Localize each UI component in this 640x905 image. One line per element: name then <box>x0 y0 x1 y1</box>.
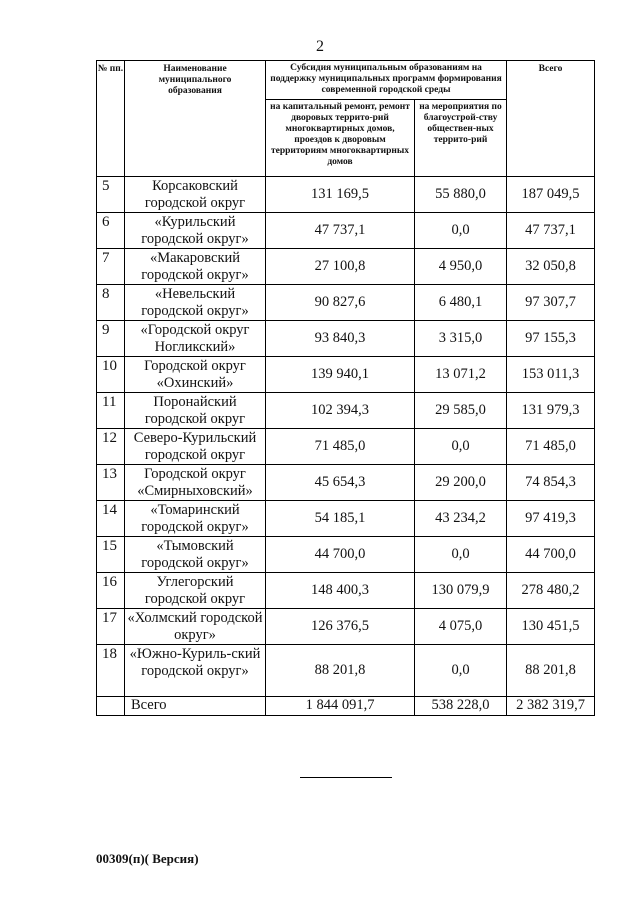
municipality-name: «Томаринский городской округ» <box>125 501 266 537</box>
row-number: 5 <box>97 177 125 213</box>
subsidy-repair-value: 102 394,3 <box>266 393 415 429</box>
subsidy-repair-value: 93 840,3 <box>266 321 415 357</box>
subsidy-public-value: 3 315,0 <box>415 321 507 357</box>
header-num: № пп. <box>97 61 125 177</box>
table-row <box>97 573 595 609</box>
row-total-value: 278 480,2 <box>507 573 595 609</box>
row-number: 9 <box>97 321 125 357</box>
row-total-value: 47 737,1 <box>507 213 595 249</box>
subsidy-repair-value: 148 400,3 <box>266 573 415 609</box>
table-row <box>97 213 595 249</box>
subsidy-repair-value: 47 737,1 <box>266 213 415 249</box>
subsidy-public-value: 0,0 <box>415 429 507 465</box>
table-row <box>97 177 595 213</box>
municipality-name: Городской округ «Смирныховский» <box>125 465 266 501</box>
row-number: 7 <box>97 249 125 285</box>
row-total-value: 32 050,8 <box>507 249 595 285</box>
table-row <box>97 501 595 537</box>
municipality-name: «Макаровский городской округ» <box>125 249 266 285</box>
row-number: 13 <box>97 465 125 501</box>
table-row <box>97 465 595 501</box>
municipality-name: Корсаковский городской округ <box>125 177 266 213</box>
subsidy-public-value: 43 234,2 <box>415 501 507 537</box>
row-number: 15 <box>97 537 125 573</box>
table-row <box>97 537 595 573</box>
subsidy-repair-value: 54 185,1 <box>266 501 415 537</box>
page-number: 2 <box>316 38 324 55</box>
subsidy-public-value: 6 480,1 <box>415 285 507 321</box>
header-subsidy-public: на мероприятия по благоустрой-ству обществен-ных террито-рий <box>415 100 507 177</box>
total-repair-value: 1 844 091,7 <box>266 697 415 716</box>
municipality-name: «Холмский городской округ» <box>125 609 266 645</box>
municipality-name: «Курильский городской округ» <box>125 213 266 249</box>
subsidy-repair-value: 131 169,5 <box>266 177 415 213</box>
municipality-name: Городской округ «Охинский» <box>125 357 266 393</box>
row-number: 8 <box>97 285 125 321</box>
row-number: 14 <box>97 501 125 537</box>
subsidy-public-value: 13 071,2 <box>415 357 507 393</box>
header-subsidy: Субсидия муниципальным образованиям на поддержку муниципальных программ формирования современной городской среды <box>266 61 507 100</box>
municipality-name: «Южно-Куриль-ский городской округ» <box>125 645 266 697</box>
row-number: 17 <box>97 609 125 645</box>
total-label: Всего <box>125 697 266 716</box>
municipality-name: «Городской округ Ногликский» <box>125 321 266 357</box>
subsidy-repair-value: 88 201,8 <box>266 645 415 697</box>
total-row <box>97 697 595 716</box>
header-name: Наименование муниципального образования <box>125 61 266 177</box>
row-number: 12 <box>97 429 125 465</box>
table-row <box>97 429 595 465</box>
total-num-empty <box>97 697 125 716</box>
subsidy-repair-value: 44 700,0 <box>266 537 415 573</box>
row-total-value: 74 854,3 <box>507 465 595 501</box>
subsidy-repair-value: 90 827,6 <box>266 285 415 321</box>
subsidy-public-value: 29 585,0 <box>415 393 507 429</box>
row-number: 16 <box>97 573 125 609</box>
header-subsidy-repair: на капитальный ремонт, ремонт дворовых террито-рий многоквартирных домов, проездов к дворовым территориям многоквартирных домов <box>266 100 415 177</box>
row-total-value: 97 307,7 <box>507 285 595 321</box>
row-total-value: 187 049,5 <box>507 177 595 213</box>
table-row <box>97 357 595 393</box>
subsidy-public-value: 0,0 <box>415 213 507 249</box>
subsidy-public-value: 4 950,0 <box>415 249 507 285</box>
row-total-value: 97 155,3 <box>507 321 595 357</box>
row-total-value: 131 979,3 <box>507 393 595 429</box>
subsidy-public-value: 4 075,0 <box>415 609 507 645</box>
row-number: 11 <box>97 393 125 429</box>
subsidy-table <box>96 60 595 716</box>
row-total-value: 130 451,5 <box>507 609 595 645</box>
municipality-name: «Тымовский городской округ» <box>125 537 266 573</box>
subsidy-public-value: 0,0 <box>415 537 507 573</box>
subsidy-repair-value: 71 485,0 <box>266 429 415 465</box>
subsidy-repair-value: 27 100,8 <box>266 249 415 285</box>
document-code: 00309(п)( Версия) <box>96 851 199 866</box>
subsidy-public-value: 55 880,0 <box>415 177 507 213</box>
header-total: Всего <box>507 61 595 177</box>
municipality-name: «Невельский городской округ» <box>125 285 266 321</box>
subsidy-repair-value: 139 940,1 <box>266 357 415 393</box>
row-total-value: 153 011,3 <box>507 357 595 393</box>
row-total-value: 44 700,0 <box>507 537 595 573</box>
table-row <box>97 285 595 321</box>
row-number: 6 <box>97 213 125 249</box>
row-number: 10 <box>97 357 125 393</box>
municipality-name: Поронайский городской округ <box>125 393 266 429</box>
subsidy-repair-value: 45 654,3 <box>266 465 415 501</box>
subsidy-public-value: 29 200,0 <box>415 465 507 501</box>
subsidy-public-value: 130 079,9 <box>415 573 507 609</box>
municipality-name: Углегорский городской округ <box>125 573 266 609</box>
municipality-name: Северо-Курильский городской округ <box>125 429 266 465</box>
row-total-value: 88 201,8 <box>507 645 595 697</box>
row-number: 18 <box>97 645 125 697</box>
total-public-value: 538 228,0 <box>415 697 507 716</box>
subsidy-public-value: 0,0 <box>415 645 507 697</box>
table-row <box>97 393 595 429</box>
grand-total-value: 2 382 319,7 <box>507 697 595 716</box>
row-total-value: 97 419,3 <box>507 501 595 537</box>
table-row <box>97 321 595 357</box>
separator-line <box>300 777 392 778</box>
table-row <box>97 249 595 285</box>
table-row <box>97 609 595 645</box>
table-row <box>97 645 595 697</box>
subsidy-repair-value: 126 376,5 <box>266 609 415 645</box>
row-total-value: 71 485,0 <box>507 429 595 465</box>
